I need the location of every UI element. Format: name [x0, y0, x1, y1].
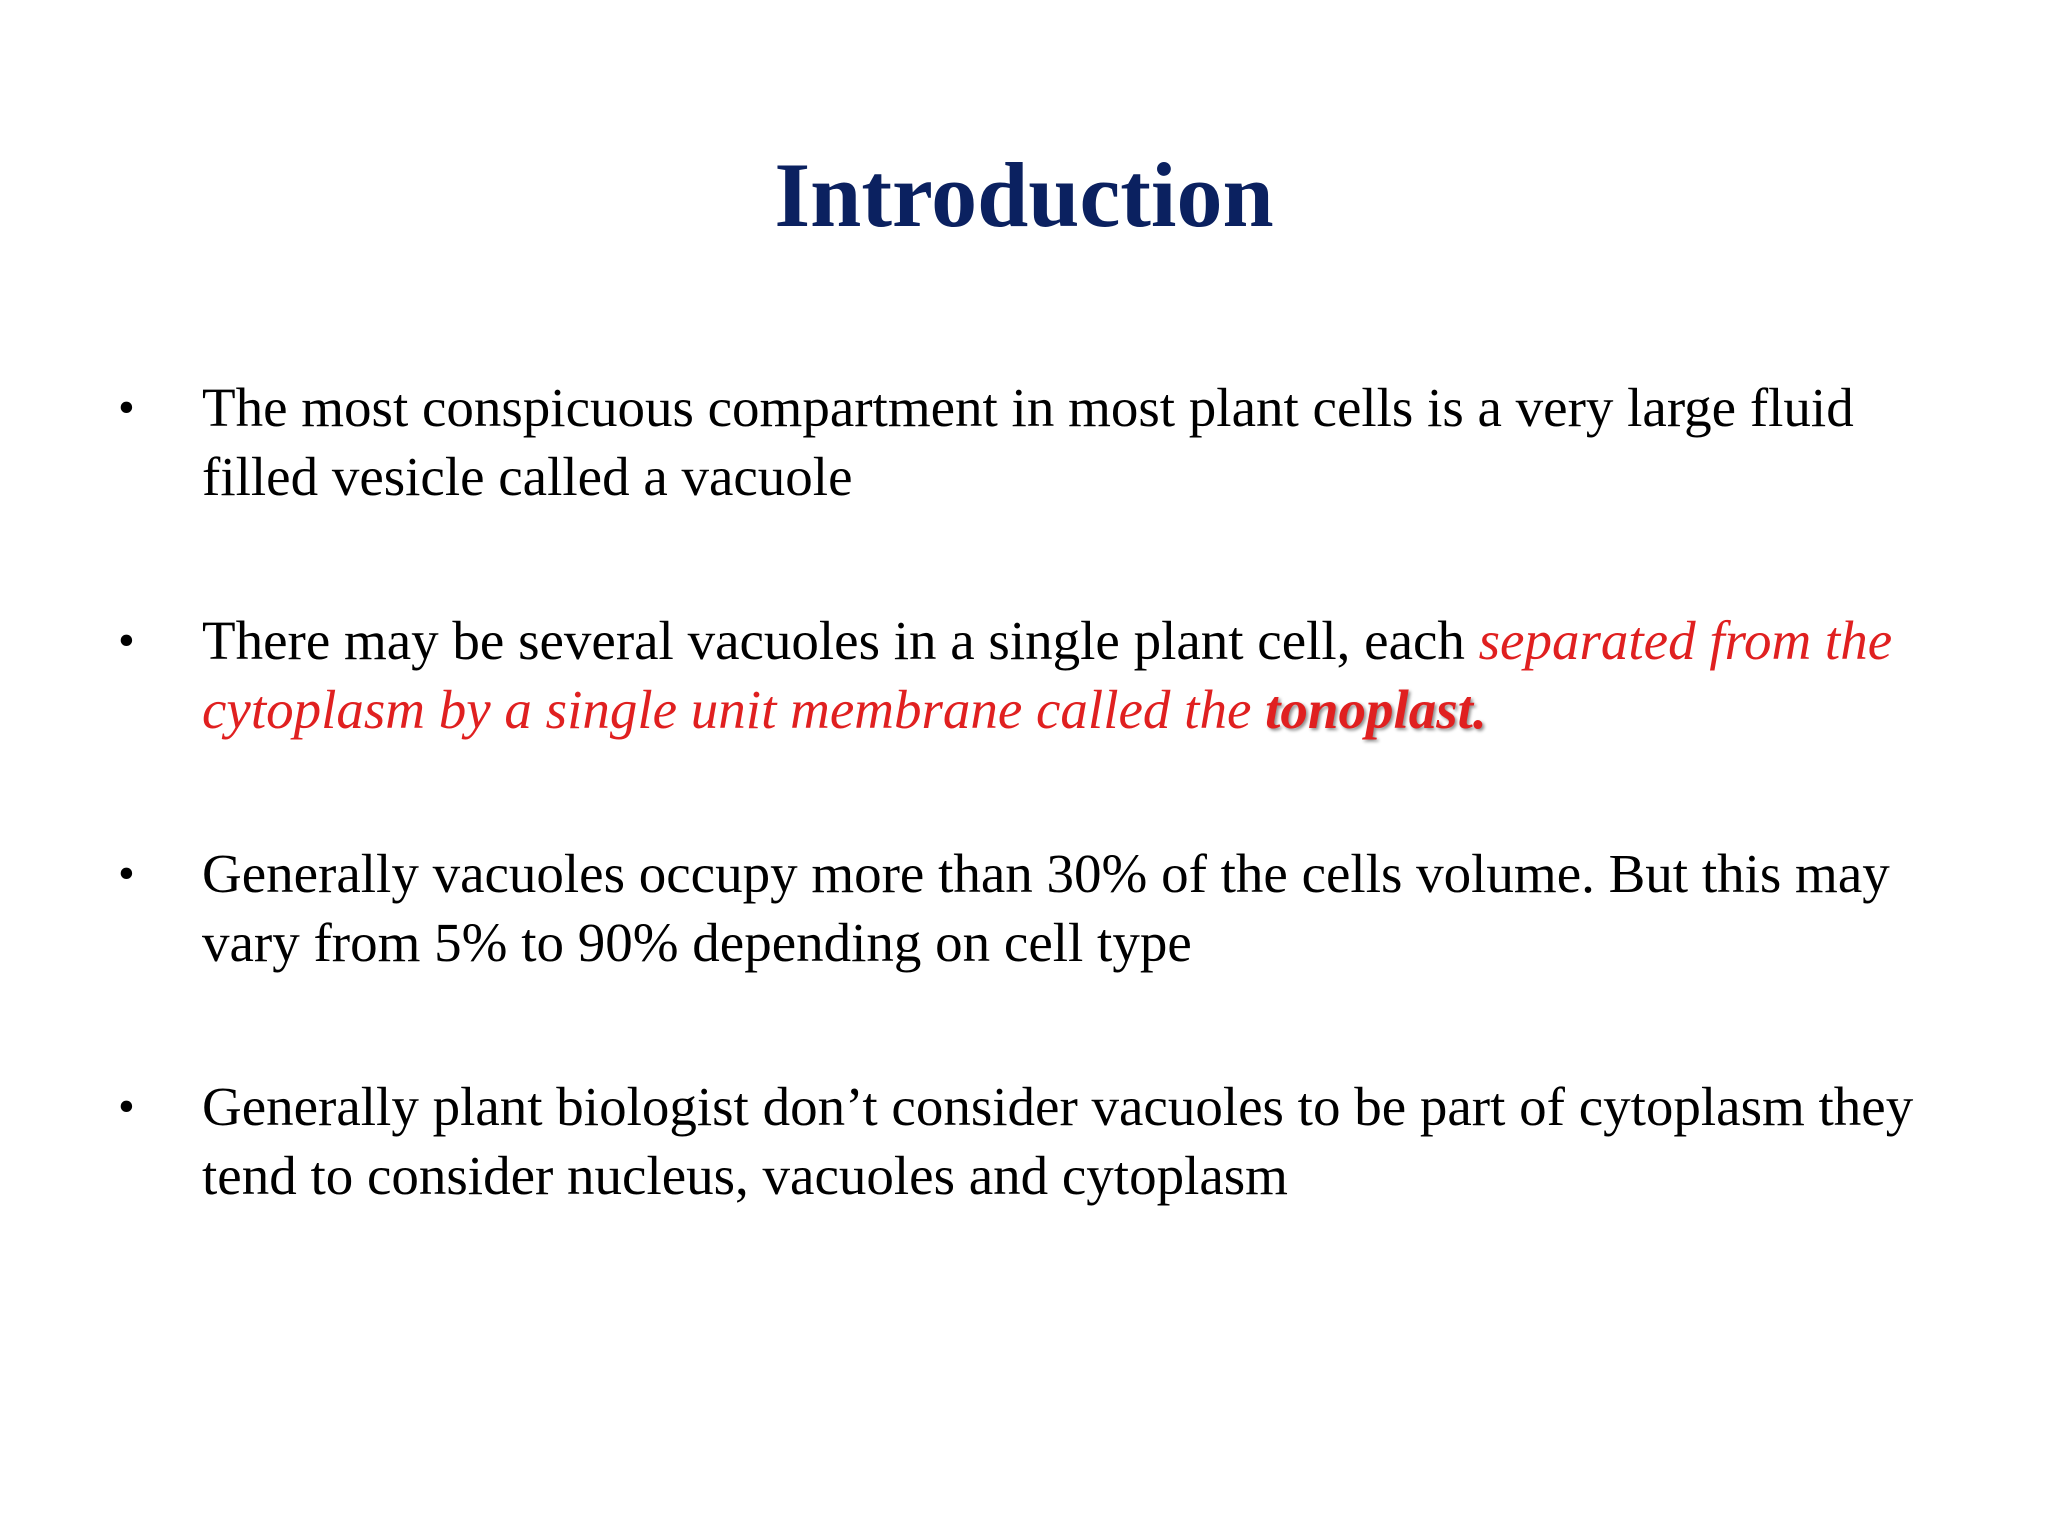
- bullet-text: Generally plant biologist don’t consider vacuoles to be part of cytoplasm they tend to consider nucleus, vacuoles and cytoplasm: [202, 1076, 1914, 1206]
- bullet-item: [118, 373, 1978, 511]
- bullet-icon: •: [118, 614, 135, 667]
- bullet-icon: •: [118, 1080, 135, 1133]
- bullet-icon: •: [118, 381, 135, 434]
- bullet-text: Generally vacuoles occupy more than 30% of the cells volume. But this may vary from 5% to 90% depending on cell type: [202, 843, 1890, 973]
- bullet-text: The most conspicuous compartment in most plant cells is a very large fluid filled vesicle called a vacuole: [202, 377, 1854, 507]
- bullet-emphasis: separated from the cytoplasm by a single unit membrane called the: [202, 610, 1893, 740]
- bullet-term-tonoplast: tonoplast.: [1265, 679, 1487, 740]
- bullet-text: There may be several vacuoles in a single plant cell, each: [202, 610, 1479, 671]
- slide-title: Introduction: [774, 144, 1274, 246]
- bullet-item: [118, 839, 1978, 977]
- bullet-icon: •: [118, 847, 135, 900]
- bullet-list: [118, 373, 1978, 1305]
- bullet-item: [118, 606, 1978, 744]
- bullet-item: [118, 1072, 1978, 1210]
